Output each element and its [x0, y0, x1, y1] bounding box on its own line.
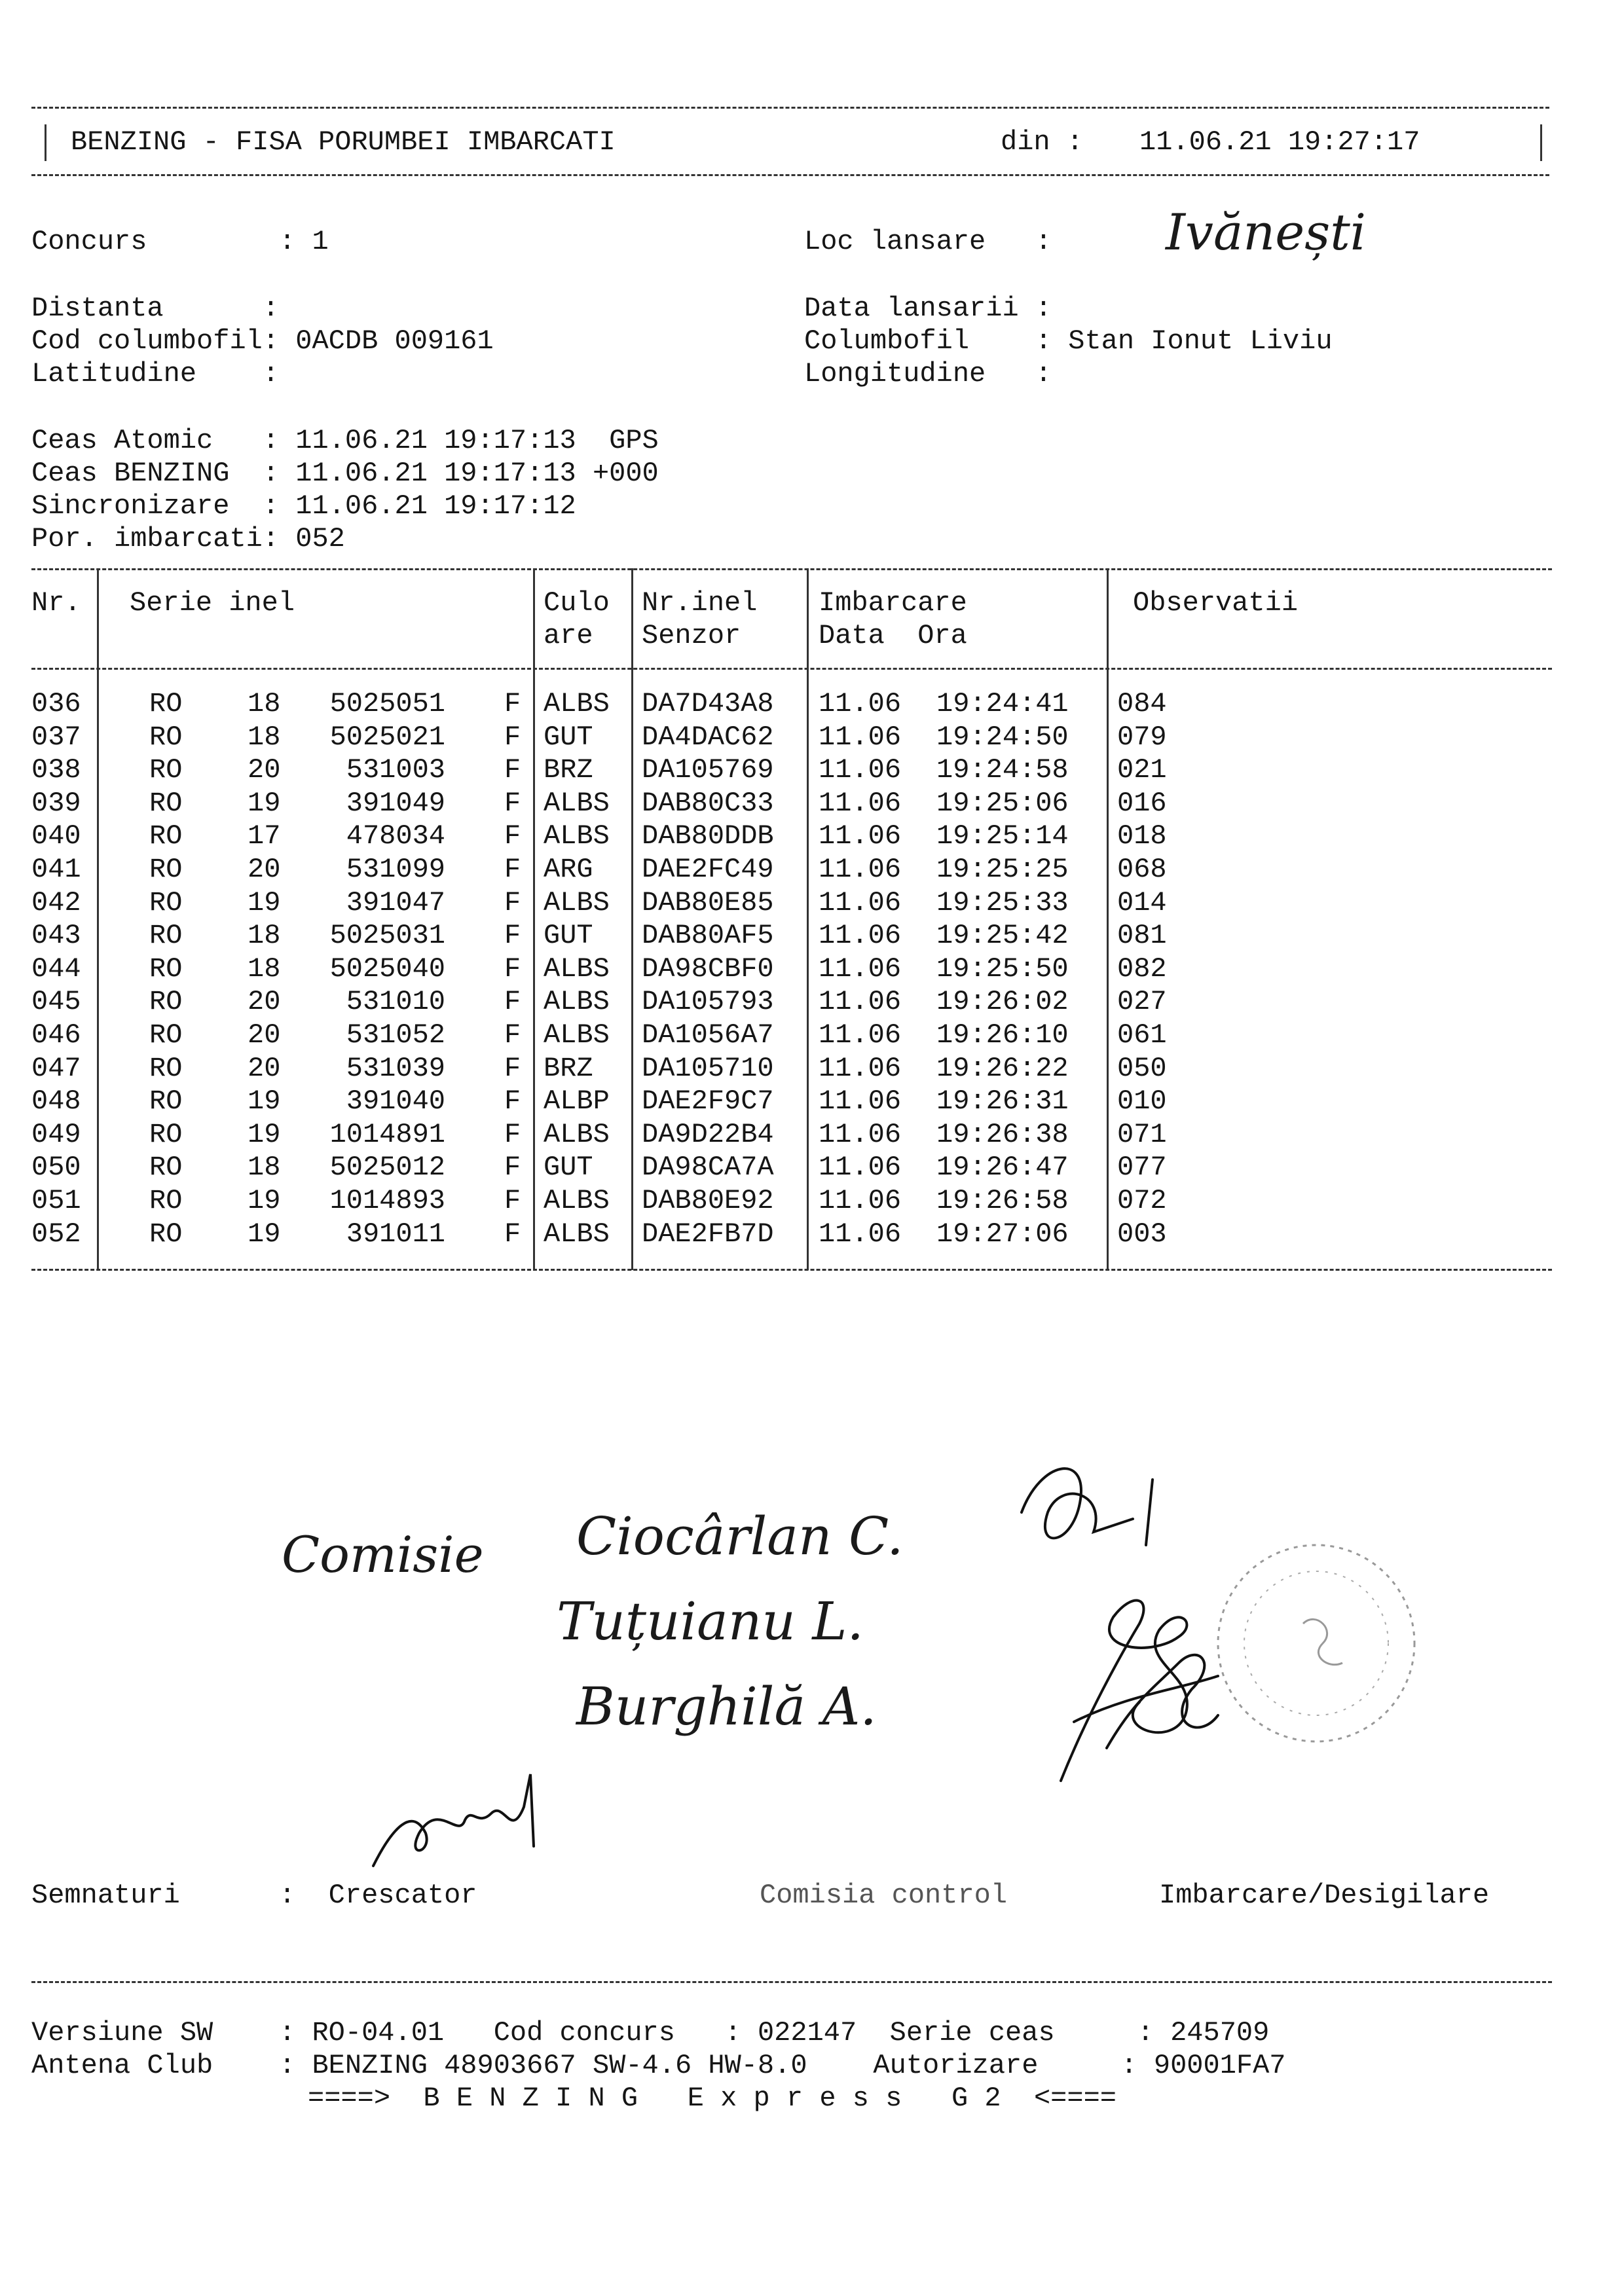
row-nr-inel: 531099 [346, 854, 445, 885]
col-sep-nr [97, 568, 99, 1270]
row-data: 11.06 [819, 1085, 902, 1118]
row-data: 11.06 [819, 1185, 902, 1216]
handwritten-name-3: Burghilă A. [576, 1676, 877, 1737]
row-ora: 19:25:42 [936, 920, 1069, 952]
comisia-control-label: Comisia control [760, 1880, 1008, 1911]
row-nr: 047 [31, 1052, 81, 1084]
row-senzor: DAE2FB7D [642, 1218, 774, 1250]
sincronizare-line: Sincronizare : 11.06.21 19:17:12 [31, 490, 576, 522]
col-sep-culoare [631, 568, 633, 1270]
row-nr: 048 [31, 1085, 81, 1118]
row-culoare: ALBS [544, 1185, 610, 1216]
din-value: 11.06.21 19:27:17 [1139, 126, 1420, 158]
row-ora: 19:26:10 [936, 1019, 1069, 1051]
row-ora: 19:26:58 [936, 1185, 1069, 1216]
row-data: 11.06 [819, 920, 902, 952]
footer-top-border [31, 1981, 1552, 1983]
columbofil-line: Columbofil : Stan Ionut Liviu [804, 325, 1333, 357]
imbarcare-desigilare-label: Imbarcare/Desigilare [1159, 1880, 1490, 1911]
row-data: 11.06 [819, 1218, 902, 1250]
row-sex: F [504, 688, 521, 720]
row-nr: 051 [31, 1185, 81, 1216]
row-senzor: DA98CA7A [642, 1152, 774, 1184]
row-an: 19 [248, 1118, 281, 1150]
row-observatii: 018 [1117, 820, 1167, 852]
col-sep-imbarcare [1107, 568, 1109, 1270]
row-nr: 041 [31, 854, 81, 885]
longitudine-line: Longitudine : [804, 358, 1052, 390]
row-an: 19 [248, 1085, 281, 1118]
table-bottom-border [31, 1269, 1552, 1271]
row-observatii: 050 [1117, 1052, 1167, 1084]
data-lansarii-line: Data lansarii : [804, 293, 1052, 324]
row-tara: RO [149, 1218, 183, 1250]
row-ora: 19:25:25 [936, 854, 1069, 885]
table-top-border [31, 568, 1552, 570]
row-sex: F [504, 721, 521, 753]
row-data: 11.06 [819, 1052, 902, 1084]
row-an: 18 [248, 953, 281, 985]
row-data: 11.06 [819, 1019, 902, 1051]
row-an: 19 [248, 1218, 281, 1250]
row-nr: 044 [31, 953, 81, 985]
row-observatii: 027 [1117, 986, 1167, 1018]
row-nr-inel: 391047 [346, 886, 445, 919]
row-senzor: DA98CBF0 [642, 953, 774, 985]
row-senzor: DA105710 [642, 1052, 774, 1084]
row-tara: RO [149, 1019, 183, 1051]
ceas-benzing-line: Ceas BENZING : 11.06.21 19:17:13 +000 [31, 458, 659, 489]
row-an: 18 [248, 920, 281, 952]
row-nr: 043 [31, 920, 81, 952]
row-observatii: 010 [1117, 1085, 1167, 1118]
row-sex: F [504, 820, 521, 852]
row-sex: F [504, 1218, 521, 1250]
row-tara: RO [149, 1152, 183, 1184]
row-senzor: DA1056A7 [642, 1019, 774, 1051]
row-nr: 046 [31, 1019, 81, 1051]
row-data: 11.06 [819, 854, 902, 885]
row-ora: 19:26:31 [936, 1085, 1069, 1118]
row-tara: RO [149, 1118, 183, 1150]
row-tara: RO [149, 820, 183, 852]
row-sex: F [504, 1085, 521, 1118]
row-culoare: ALBP [544, 1085, 610, 1118]
row-data: 11.06 [819, 754, 902, 786]
row-nr: 049 [31, 1118, 81, 1150]
row-sex: F [504, 920, 521, 952]
row-ora: 19:26:02 [936, 986, 1069, 1018]
row-observatii: 014 [1117, 886, 1167, 919]
row-senzor: DAE2F9C7 [642, 1085, 774, 1118]
row-observatii: 082 [1117, 953, 1167, 985]
row-an: 19 [248, 886, 281, 919]
row-tara: RO [149, 1052, 183, 1084]
row-an: 19 [248, 787, 281, 819]
row-nr-inel: 531052 [346, 1019, 445, 1051]
row-senzor: DA9D22B4 [642, 1118, 774, 1150]
th-nrinel-2: Senzor [642, 620, 741, 651]
row-sex: F [504, 1185, 521, 1216]
row-observatii: 016 [1117, 787, 1167, 819]
semnaturi-line: Semnaturi : Crescator [31, 1880, 477, 1911]
row-nr-inel: 5025031 [329, 920, 445, 952]
row-observatii: 003 [1117, 1218, 1167, 1250]
row-senzor: DA105793 [642, 986, 774, 1018]
handwritten-comisie: Comisie [282, 1525, 484, 1584]
concurs-line: Concurs : 1 [31, 226, 329, 257]
row-tara: RO [149, 886, 183, 919]
row-senzor: DAB80DDB [642, 820, 774, 852]
row-nr-inel: 5025012 [329, 1152, 445, 1184]
club-stamp [1205, 1532, 1428, 1755]
row-an: 17 [248, 820, 281, 852]
row-nr-inel: 5025040 [329, 953, 445, 985]
row-culoare: GUT [544, 920, 593, 952]
ceas-atomic-line: Ceas Atomic : 11.06.21 19:17:13 GPS [31, 425, 659, 456]
table-header-border [31, 668, 1552, 670]
din-label: din : [1001, 126, 1084, 158]
row-an: 20 [248, 754, 281, 786]
row-nr-inel: 531010 [346, 986, 445, 1018]
row-nr-inel: 391011 [346, 1218, 445, 1250]
row-ora: 19:26:47 [936, 1152, 1069, 1184]
row-sex: F [504, 787, 521, 819]
row-tara: RO [149, 754, 183, 786]
row-ora: 19:25:06 [936, 787, 1069, 819]
row-nr-inel: 391049 [346, 787, 445, 819]
col-sep-senzor [807, 568, 809, 1270]
row-ora: 19:25:33 [936, 886, 1069, 919]
row-nr-inel: 478034 [346, 820, 445, 852]
benzing-express-banner: ====> B E N Z I N G E x p r e s s G 2 <==== [308, 2083, 1117, 2114]
row-sex: F [504, 754, 521, 786]
row-ora: 19:26:38 [936, 1118, 1069, 1150]
row-observatii: 079 [1117, 721, 1167, 753]
row-senzor: DAB80C33 [642, 787, 774, 819]
row-observatii: 061 [1117, 1019, 1167, 1051]
row-data: 11.06 [819, 820, 902, 852]
row-observatii: 081 [1117, 920, 1167, 952]
row-observatii: 072 [1117, 1185, 1167, 1216]
row-tara: RO [149, 854, 183, 885]
row-senzor: DA4DAC62 [642, 721, 774, 753]
row-sex: F [504, 854, 521, 885]
row-culoare: BRZ [544, 1052, 593, 1084]
por-imbarcati-line: Por. imbarcati: 052 [31, 523, 345, 555]
row-an: 20 [248, 1019, 281, 1051]
row-ora: 19:24:58 [936, 754, 1069, 786]
row-ora: 19:26:22 [936, 1052, 1069, 1084]
th-serie: Serie inel [130, 587, 295, 619]
th-culoare-2: are [544, 620, 593, 651]
row-an: 18 [248, 721, 281, 753]
row-tara: RO [149, 1085, 183, 1118]
row-an: 20 [248, 986, 281, 1018]
row-culoare: ALBS [544, 820, 610, 852]
row-culoare: ALBS [544, 1118, 610, 1150]
row-data: 11.06 [819, 1152, 902, 1184]
row-culoare: ALBS [544, 1218, 610, 1250]
row-an: 19 [248, 1185, 281, 1216]
row-an: 20 [248, 854, 281, 885]
row-ora: 19:24:50 [936, 721, 1069, 753]
row-nr-inel: 5025021 [329, 721, 445, 753]
th-observatii: Observatii [1133, 587, 1299, 619]
row-culoare: ALBS [544, 886, 610, 919]
row-sex: F [504, 886, 521, 919]
row-data: 11.06 [819, 1118, 902, 1150]
row-senzor: DAB80E85 [642, 886, 774, 919]
row-nr-inel: 531039 [346, 1052, 445, 1084]
row-an: 20 [248, 1052, 281, 1084]
document-title: BENZING - FISA PORUMBEI IMBARCATI [71, 126, 616, 158]
row-tara: RO [149, 721, 183, 753]
row-culoare: ALBS [544, 986, 610, 1018]
versiune-sw-line: Versiune SW : RO-04.01 Cod concurs : 022147 Serie ceas : 245709 [31, 2017, 1270, 2049]
row-data: 11.06 [819, 721, 902, 753]
row-senzor: DAB80AF5 [642, 920, 774, 952]
handwritten-name-2: Tuțuianu L. [557, 1591, 864, 1652]
crescator-signature [367, 1768, 563, 1879]
header-right-bar [1540, 124, 1542, 161]
row-observatii: 021 [1117, 754, 1167, 786]
row-senzor: DAE2FC49 [642, 854, 774, 885]
th-culoare-1: Culo [544, 587, 610, 619]
row-nr: 036 [31, 688, 81, 720]
row-sex: F [504, 1019, 521, 1051]
row-senzor: DA105769 [642, 754, 774, 786]
row-tara: RO [149, 920, 183, 952]
row-ora: 19:25:50 [936, 953, 1069, 985]
row-culoare: GUT [544, 721, 593, 753]
row-culoare: ALBS [544, 688, 610, 720]
row-data: 11.06 [819, 953, 902, 985]
row-culoare: ARG [544, 854, 593, 885]
row-tara: RO [149, 787, 183, 819]
row-senzor: DA7D43A8 [642, 688, 774, 720]
row-culoare: ALBS [544, 1019, 610, 1051]
header-left-bar [45, 124, 46, 161]
row-nr: 038 [31, 754, 81, 786]
distanta-line: Distanta : [31, 293, 280, 324]
th-imbarcare-2: Data Ora [819, 620, 967, 651]
latitudine-line: Latitudine : [31, 358, 280, 390]
antena-club-line: Antena Club : BENZING 48903667 SW-4.6 HW-8.0 Autorizare : 90001FA7 [31, 2050, 1286, 2081]
row-nr-inel: 531003 [346, 754, 445, 786]
row-senzor: DAB80E92 [642, 1185, 774, 1216]
row-tara: RO [149, 953, 183, 985]
row-sex: F [504, 953, 521, 985]
row-observatii: 068 [1117, 854, 1167, 885]
row-tara: RO [149, 1185, 183, 1216]
th-imbarcare-1: Imbarcare [819, 587, 967, 619]
row-nr: 045 [31, 986, 81, 1018]
loc-lansare-label: Loc lansare : [804, 226, 1052, 257]
row-nr: 052 [31, 1218, 81, 1250]
row-observatii: 084 [1117, 688, 1167, 720]
row-an: 18 [248, 688, 281, 720]
row-tara: RO [149, 688, 183, 720]
row-sex: F [504, 1052, 521, 1084]
row-tara: RO [149, 986, 183, 1018]
row-culoare: GUT [544, 1152, 593, 1184]
row-nr: 037 [31, 721, 81, 753]
row-observatii: 071 [1117, 1118, 1167, 1150]
row-nr-inel: 5025051 [329, 688, 445, 720]
row-culoare: BRZ [544, 754, 593, 786]
th-nrinel-1: Nr.inel [642, 587, 758, 619]
row-sex: F [504, 986, 521, 1018]
row-nr: 039 [31, 787, 81, 819]
row-ora: 19:25:14 [936, 820, 1069, 852]
row-data: 11.06 [819, 986, 902, 1018]
header-top-border [31, 107, 1549, 109]
row-culoare: ALBS [544, 787, 610, 819]
row-data: 11.06 [819, 886, 902, 919]
row-ora: 19:24:41 [936, 688, 1069, 720]
row-ora: 19:27:06 [936, 1218, 1069, 1250]
row-data: 11.06 [819, 688, 902, 720]
row-culoare: ALBS [544, 953, 610, 985]
row-sex: F [504, 1118, 521, 1150]
loc-lansare-handwritten: Ivănești [1166, 203, 1367, 261]
row-nr: 040 [31, 820, 81, 852]
row-nr-inel: 1014891 [329, 1118, 445, 1150]
col-sep-serie [533, 568, 535, 1270]
row-data: 11.06 [819, 787, 902, 819]
handwritten-name-1: Ciocârlan C. [576, 1506, 904, 1567]
cod-columbofil-line: Cod columbofil: 0ACDB 009161 [31, 325, 494, 357]
row-sex: F [504, 1152, 521, 1184]
row-nr-inel: 1014893 [329, 1185, 445, 1216]
row-nr-inel: 391040 [346, 1085, 445, 1118]
row-nr: 050 [31, 1152, 81, 1184]
th-nr: Nr. [31, 587, 81, 619]
row-nr: 042 [31, 886, 81, 919]
header-bottom-border [31, 174, 1549, 176]
row-an: 18 [248, 1152, 281, 1184]
row-observatii: 077 [1117, 1152, 1167, 1184]
